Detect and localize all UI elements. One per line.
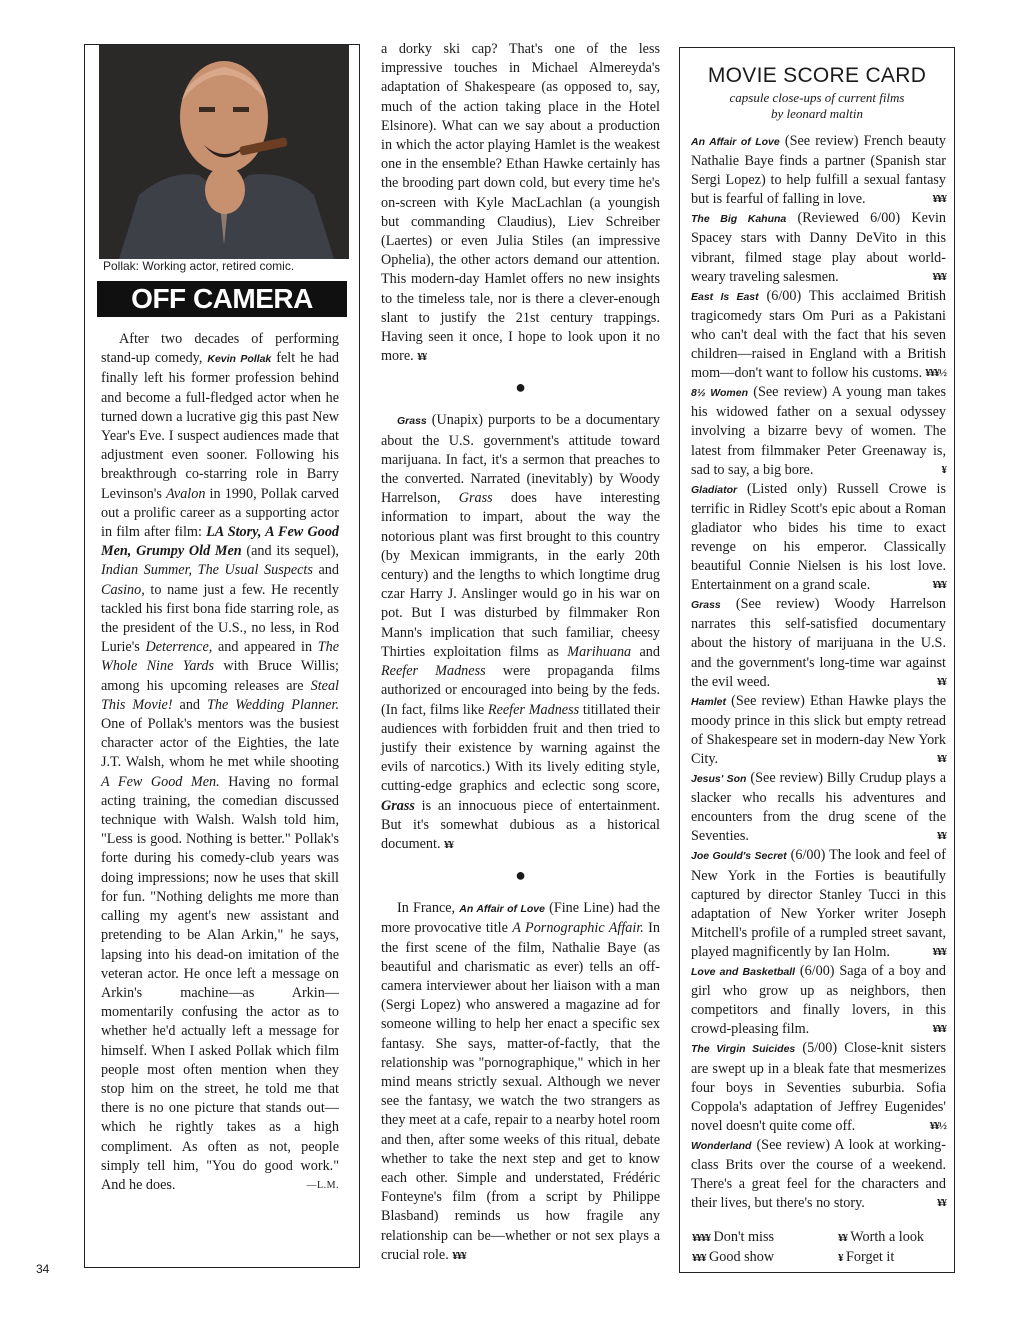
rating-stars: ¥¥ — [444, 838, 454, 851]
movie-score-card — [679, 47, 955, 1273]
entry-description: (See review) Woody Harrelson narrates this self-satisfied documentary about the history of marijuana in the U.S. and the government's long-time war against the evil weed. — [691, 596, 946, 690]
review-hamlet: a dorky ski cap? That's one of the less impressive touches in Michael Almereyda's adaptation of Shakespeare (as opposed to, say, much of the action taking place in the Hotel Elsinore). What can we say about a production in which the actor playing Hamlet is the weakest one in the ensemble? Ethan Hawke certainly has the brooding part down cold, but every time he's on-screen with Kyle MacLachlan (a youngish but commanding Claudius), Liev Schreiber (Laertes) or even Julia Stiles (an impressive Ophelia), the other actors demand our attention. This modern-day Hamlet offers no new insights to the timeless tale, nor is there a clever-enough slant to justify the 21st century trappings. Having seen it once, I hope to look upon it no more. ¥¥ — [381, 41, 660, 365]
legend-item: ¥¥¥ Good show — [692, 1249, 775, 1265]
score-card-title: MOVIE SCORE CARD — [707, 64, 927, 87]
legend-item: ¥¥ Worth a look — [838, 1229, 925, 1245]
rating-stars: ¥¥ — [417, 351, 427, 364]
name-tag: Kevin Pollak — [207, 353, 272, 366]
entry-description: (Reviewed 6/00) Kevin Spacey stars with Danny DeVito in this vibrant, filmed stage play about world-weary traveling salesmen. — [691, 210, 946, 285]
entry-film-title: Wonderland — [691, 1139, 752, 1152]
entry-rating: ¥¥ — [937, 675, 946, 688]
entry-rating: ¥¥¥ — [932, 1023, 946, 1036]
off-camera-heading: OFF CAMERA — [97, 281, 347, 317]
score-card-entry — [691, 1136, 946, 1213]
entry-rating: ¥¥ — [937, 1197, 946, 1210]
score-card-subtitle — [680, 90, 954, 122]
entry-film-title: Gladiator — [691, 483, 738, 496]
entry-description: (See review) A look at working-class Brits over the course of a weekend. There's a great feel for the characters and their lives, but there's no story. — [691, 1136, 946, 1212]
score-card-entries — [691, 132, 946, 1213]
entry-description: (6/00) This acclaimed British tragicomedy stars Om Puri as a Pakistani who can't deal with the fact that his seven children—raised in England with a British mom—don't want to follow his customs. — [691, 287, 947, 382]
score-card-entry — [691, 846, 946, 962]
entry-film-title: The Virgin Suicides — [691, 1043, 796, 1056]
entry-film-title: Love and Basketball — [691, 966, 796, 979]
photo-kevin-pollak — [99, 45, 349, 259]
score-card-entry — [691, 209, 946, 286]
rating-stars: ¥¥¥ — [452, 1249, 466, 1262]
photo-caption: Pollak: Working actor, retired comic. — [103, 259, 295, 273]
score-card-tagline: capsule close-ups of current films — [729, 90, 905, 105]
entry-rating: ¥ — [941, 463, 946, 476]
entry-description: (6/00) The look and feel of New York in the Forties is beautifully captured by director Stanley Tucci in this adaptation of New Yorker writer Joseph Mitchell's profile of a rumpled street savant, played magnificently by Ian Holm. — [691, 847, 946, 960]
section-bullet: ● — [515, 865, 526, 886]
entry-rating: ¥¥ — [937, 753, 946, 765]
score-card-entry — [691, 962, 946, 1039]
entry-description: (Listed only) Russell Crowe is terrific in Ridley Scott's epic about a Roman gladiator who bides his time to exact revenge on his emperor. Classically beautiful Connie Nielsen is his lost love. Entertainment on a grand scale. — [691, 480, 946, 594]
entry-description: (See review) Ethan Hawke plays the moody prince in this slick but empty retread of Shakespeare set in modern-day New York City. — [691, 692, 946, 767]
score-card-entry — [691, 1039, 946, 1135]
entry-description: (See review) Billy Crudup plays a slacker who recalls his adventures and encounters from the drug scene of the Seventies. — [691, 770, 946, 845]
score-card-entry — [691, 132, 946, 209]
entry-film-title: Jesus' Son — [691, 773, 747, 786]
entry-description: (See review) French beauty Nathalie Baye finds a partner (Spanish star Sergi Lopez) to help fulfill a sexual fantasy but is fearful of falling in love. — [691, 133, 946, 208]
off-camera-article — [101, 330, 339, 1195]
score-card-entry — [691, 769, 946, 846]
entry-rating: ¥¥¥ — [932, 945, 946, 958]
review-affair-of-love: In France, An Affair of Love (Fine Line) had the more provocative title A Pornographic Affair. In the first scene of the film, Nathalie Baye (as beautiful and charismatic as ever) tells an off-camera interviewer about her liaison with a man (Sergi Lopez) who answered a magazine ad for someone willing to help her enact a specific sex fantasy. She says, matter-of-factly, that the relationship was "pornographique," which in her mind means strictly sexual. Although we never see the fantasy, we watch the two strangers as they meet at a cafe, repair to a nearby hotel room and then, after some weeks of this ritual, debate whether to take the next step and get to know each other. Simple and understated, Frédéric Fonteyne's film (from a script by Philippe Blasband) reminds us how fragile any relationship can be—whether or not sex plays a crucial role. ¥¥¥ — [381, 900, 661, 1263]
reviews-column — [381, 40, 660, 1266]
legend-item: ¥¥¥¥ Don't miss — [692, 1229, 775, 1245]
rating-legend — [690, 1228, 946, 1268]
entry-rating: ¥¥¥ — [932, 193, 946, 206]
entry-film-title: Grass — [691, 599, 721, 612]
film-title-tag: An Affair of Love — [459, 903, 545, 916]
article-paragraph: After two decades of performing stand-up comedy, Kevin Pollak felt he had finally left his former profession behind and become a full-fledged actor when he turned down a lucrative gig this past New Year's Eve. I suspect audiences made that adjustment even sooner. Following his breakthrough co-starring role in Barry Levinson's Avalon in 1990, Pollak carved out a prolific career as a supporting actor in film after film: LA Story, A Few Good Men, Grumpy Old Men (and its sequel), Indian Summer, The Usual Suspects and Casino, to name just a few. He recently tackled his first bona fide starring role, as the president of the U.S., no less, in Rod Lurie's Deterrence, and appeared in The Whole Nine Yards with Bruce Willis; among his upcoming releases are Steal This Movie! and The Wedding Planner. One of Pollak's mentors was the busiest character actor of the Eighties, the late J.T. Walsh, whom he met while shooting A Few Good Men. Having no formal acting training, the comedian discussed technique with Walsh. Walsh told him, "Less is good. Nothing is better." Pollak's forte during his comedy-club years was doing impressions; now he uses that skill for fun. "Nothing delights me more than calling my agent's new assistant and pretending to be Alan Arkin," he says, lapsing into his dead-on imitation of the veteran actor. He once left a message on Arkin's machine—as Arkin—momentarily confusing the actor as to whether he'd actually left a message for himself. When I asked Pollak which film people most often mention when they stop him on the street, he told me that there is no one picture that stands out—which he rightly takes as a high compliment. As often as not, people simply tell him, "You do good work." And he does. —L.M. — [101, 330, 339, 1195]
entry-film-title: 8½ Women — [691, 387, 748, 400]
section-bullet: ● — [515, 377, 526, 398]
entry-film-title: The Big Kahuna — [691, 213, 787, 226]
score-card-entry — [691, 480, 946, 596]
legend-item: ¥ Forget it — [838, 1249, 895, 1265]
entry-description: (5/00) Close-knit sisters are swept up in a bleak fate that mesmerizes four boys in Seventies suburbia. Sofia Coppola's adaptation of Jeffrey Eugenides' novel doesn't quite come off. — [691, 1040, 946, 1134]
entry-description: (6/00) Saga of a boy and girl who grow up as neighbors, then competitors and finally lovers, in this crowd-pleasing film. — [691, 963, 946, 1038]
entry-film-title: Joe Gould's Secret — [691, 850, 787, 863]
entry-film-title: East Is East — [691, 290, 759, 303]
score-card-entry — [691, 692, 946, 769]
entry-film-title: Hamlet — [691, 695, 727, 708]
off-camera-box — [84, 44, 360, 1268]
score-card-entry — [691, 287, 946, 383]
author-signature: —L.M. — [306, 1179, 339, 1191]
entry-description: (See review) A young man takes his widowed father on a sexual odyssey involving a bizarre bevy of women. The latest from filmmaker Peter Greenaway is, sad to say, a big bore. — [691, 384, 946, 478]
score-card-entry — [691, 383, 946, 479]
portrait-illustration — [99, 45, 349, 259]
film-title-tag: Grass — [397, 415, 427, 428]
entry-rating: ¥¥¥½ — [925, 367, 946, 380]
entry-rating: ¥¥¥ — [932, 270, 946, 283]
score-card-entry — [691, 595, 946, 691]
entry-rating: ¥¥¥ — [932, 579, 946, 592]
entry-film-title: An Affair of Love — [691, 136, 780, 148]
review-grass: Grass (Unapix) purports to be a documentary about the U.S. government's attitude toward marijuana. In fact, it's a sermon that preaches to the converted. Narrated (inevitably) by Woody Harrelson, Grass does have interesting information to impart, about the way the notorious plant was first brought to this country (by Mexican immigrants, in the early 20th century) and the lengths to which longtime drug czar Harry J. Anslinger would go in his war on pot. But I was disturbed by filmmaker Ron Mann's implication that such familiar, cheesy Thirties exploitation films as Marihuana and Reefer Madness were propaganda films authorized or encouraged into being by the feds. (In fact, films like Reefer Madness titillated their audiences with forbidden fruit and then tried to justify their existence by warning against the evils of narcotics.) With its lively editing style, cutting-edge graphics and eclectic song score, Grass is an innocuous piece of entertainment. But it's somewhat dubious as a historical document. ¥¥ — [381, 412, 660, 852]
page-number: 34 — [36, 1262, 50, 1276]
entry-rating: ¥¥ — [937, 830, 946, 843]
score-card-byline: by leonard maltin — [771, 106, 863, 121]
entry-rating: ¥¥½ — [929, 1119, 946, 1132]
